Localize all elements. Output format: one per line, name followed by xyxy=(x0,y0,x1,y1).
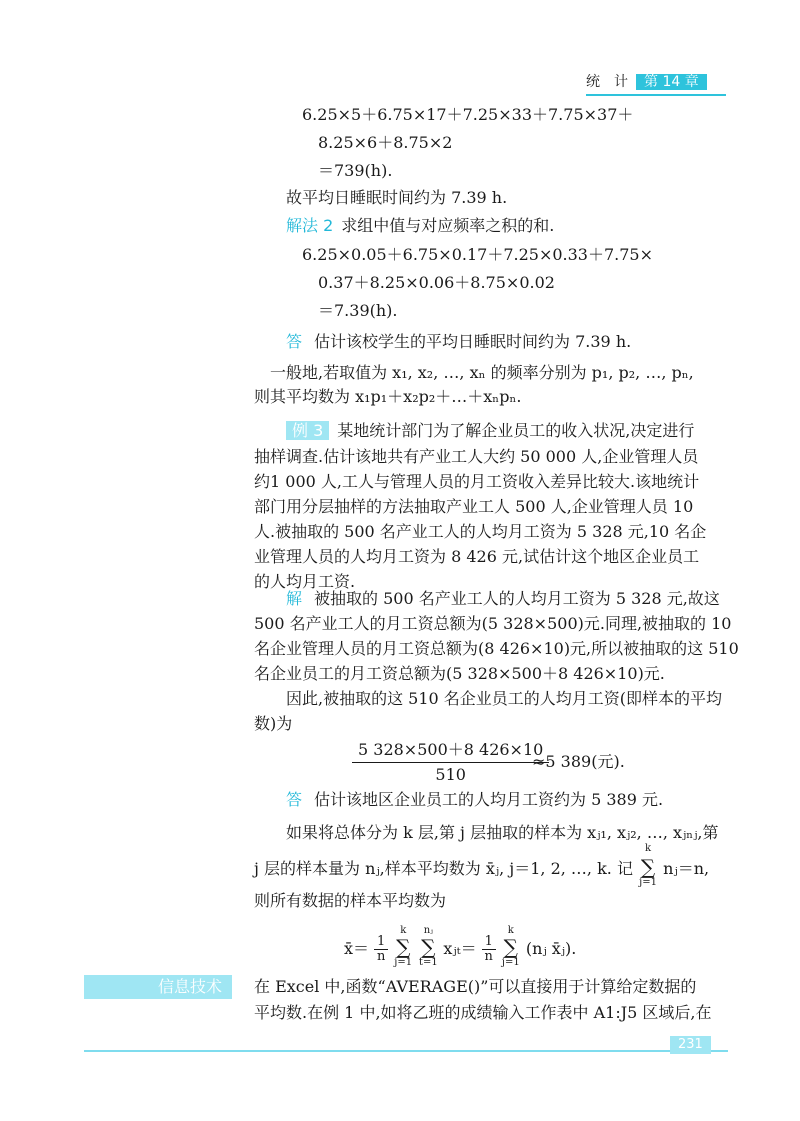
answer1-text: 估计该校学生的平均日睡眠时间约为 7.39 h. xyxy=(314,332,632,351)
method2-label: 解法 2 xyxy=(286,216,334,235)
solution-label: 解 xyxy=(286,589,303,608)
stratified-line2: j 层的样本量为 nⱼ,样本平均数为 x̄ⱼ, j＝1, 2, …, k. 记 k ∑ j=1 nⱼ＝n, xyxy=(254,843,710,888)
example3-line4: 部门用分层抽样的方法抽取产业工人 500 人,企业管理人员 10 xyxy=(254,497,694,516)
calc2-line2: 0.37＋8.25×0.06＋8.75×0.02 xyxy=(318,273,555,292)
calc1-line1: 6.25×5＋6.75×17＋7.25×33＋7.75×37＋ xyxy=(302,105,634,124)
example3-label: 例 3 xyxy=(286,421,329,440)
example3-line7: 的人均月工资. xyxy=(254,572,356,591)
example3-line5: 人.被抽取的 500 名产业工人的人均月工资为 5 328 元,10 名企 xyxy=(254,522,707,541)
example3-line6: 业管理人员的人均月工资为 8 426 元,试估计这个地区企业员工 xyxy=(254,547,700,566)
solution-line5: 因此,被抽取的这 510 名企业员工的人均月工资(即样本的平均 xyxy=(286,689,723,708)
chapter-tag: 第 14 章 xyxy=(636,74,707,90)
solution-line1: 解 被抽取的 500 名产业工人的人均月工资为 5 328 元,故这 xyxy=(286,589,720,608)
calc1-line3: ＝739(h). xyxy=(318,161,393,180)
general-line1: 一般地,若取值为 x₁, x₂, …, xₙ 的频率分别为 p₁, p₂, …, pₙ, xyxy=(270,363,694,382)
summation-formula: x̄＝ $\frac{1}{n}$ k ∑ j=1 nⱼ ∑ t=1 xⱼₜ＝ $\frac{1}{n}$ k ∑ j=1 (nⱼ x̄ⱼ). xyxy=(344,925,577,968)
solution-line3: 名企业管理人员的月工资总额为(8 426×10)元,所以被抽取的这 510 xyxy=(254,639,739,658)
average-fraction xyxy=(352,738,549,787)
method2-text: 求组中值与对应频率之积的和. xyxy=(341,216,555,235)
info-line2: 平均数.在例 1 中,如将乙班的成绩输入工作表中 A1:J5 区域后,在 xyxy=(254,1003,712,1022)
sum-nj: k ∑ j=1 xyxy=(639,843,657,888)
calc2-line3: ＝7.39(h). xyxy=(318,301,398,320)
example3-line2: 抽样调查.估计该地共有产业工人大约 50 000 人,企业管理人员 xyxy=(254,447,699,466)
calc2-line1: 6.25×0.05＋6.75×0.17＋7.25×0.33＋7.75× xyxy=(302,245,654,264)
chapter-title: 统 计 xyxy=(586,74,628,90)
info-line1: 在 Excel 中,函数“AVERAGE()”可以直接用于计算给定数据的 xyxy=(254,977,697,996)
answer2-label: 答 xyxy=(286,790,303,809)
stratified-line3: 则所有数据的样本平均数为 xyxy=(254,891,447,910)
info-tech-label: 信息技术 xyxy=(84,975,232,999)
general-line2: 则其平均数为 x₁p₁＋x₂p₂＋…＋xₙpₙ. xyxy=(254,387,522,406)
page-number: 231 xyxy=(670,1036,711,1054)
solution-line6: 数)为 xyxy=(254,714,293,733)
running-header xyxy=(586,72,707,92)
conclusion-1: 故平均日睡眠时间约为 7.39 h. xyxy=(286,188,508,207)
answer1-line xyxy=(286,331,631,353)
fraction-denominator: 510 xyxy=(435,765,466,784)
solution-line2: 500 名产业工人的月工资总额为(5 328×500)元.同理,被抽取的 10 xyxy=(254,614,732,633)
fraction-result: ≈5 389(元). xyxy=(532,752,625,771)
footer-rule xyxy=(84,1050,728,1052)
calc1-line2: 8.25×6＋8.75×2 xyxy=(318,133,453,152)
header-rule xyxy=(586,94,726,96)
example3-line3: 约1 000 人,工人与管理人员的月工资收入差异比较大.该地统计 xyxy=(254,472,700,491)
stratified-line1: 如果将总体分为 k 层,第 j 层抽取的样本为 xⱼ₁, xⱼ₂, …, xⱼₙⱼ,第 xyxy=(286,823,719,842)
answer2-line xyxy=(286,789,663,811)
method2-line xyxy=(286,215,554,237)
solution-line4: 名企业员工的月工资总额为(5 328×500＋8 426×10)元. xyxy=(254,664,665,683)
answer2-text: 估计该地区企业员工的人均月工资约为 5 389 元. xyxy=(314,790,664,809)
fraction-numerator: 5 328×500＋8 426×10 xyxy=(352,738,549,763)
example3-line1: 例 3 某地统计部门为了解企业员工的收入状况,决定进行 xyxy=(286,420,694,442)
answer1-label: 答 xyxy=(286,332,303,351)
